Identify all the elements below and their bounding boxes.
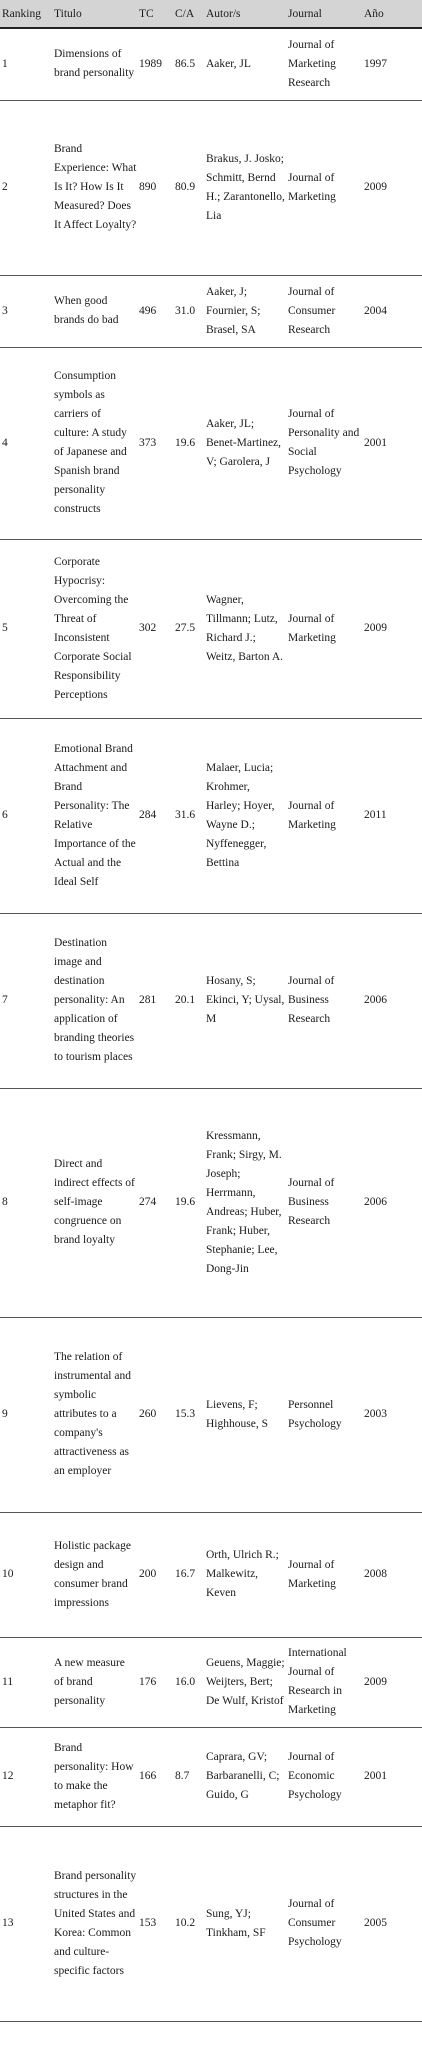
cell-title: Corporate Hypocrisy: Overcoming the Threat of Inconsistent Corporate Social Responsibility Perceptions — [52, 539, 137, 718]
header-ca: C/A — [173, 0, 204, 28]
cell-journal: Journal of Marketing — [286, 718, 362, 913]
cell-tc: 200 — [137, 1512, 173, 1637]
cell-ranking: 6 — [0, 718, 52, 913]
table-row — [0, 1727, 422, 1826]
table-row — [0, 28, 422, 100]
header-titulo: Titulo — [52, 0, 137, 28]
cell-ranking: 7 — [0, 913, 52, 1088]
cell-tc: 496 — [137, 275, 173, 347]
cell-tc: 281 — [137, 913, 173, 1088]
cell-authors: Sung, YJ; Tinkham, SF — [204, 1826, 286, 2021]
table-row — [0, 1826, 422, 2021]
cell-ca: 8.7 — [173, 1727, 204, 1826]
cell-title: Holistic package design and consumer brand impressions — [52, 1512, 137, 1637]
cell-ranking: 9 — [0, 1317, 52, 1512]
cell-ca: 10.2 — [173, 1826, 204, 2021]
cell-authors: Orth, Ulrich R.; Malkewitz, Keven — [204, 1512, 286, 1637]
cell-title: Dimensions of brand personality — [52, 28, 137, 100]
cell-ca: 16.0 — [173, 1637, 204, 1727]
cell-ca: 27.5 — [173, 539, 204, 718]
cell-ranking: 10 — [0, 1512, 52, 1637]
cell-journal: Journal of Marketing — [286, 1512, 362, 1637]
cell-year: 2008 — [362, 1512, 422, 1637]
cell-year: 2001 — [362, 347, 422, 539]
cell-authors: Aaker, J; Fournier, S; Brasel, SA — [204, 275, 286, 347]
cell-ranking: 5 — [0, 539, 52, 718]
cell-year: 2009 — [362, 539, 422, 718]
cell-tc: 890 — [137, 100, 173, 275]
cell-authors: Aaker, JL — [204, 28, 286, 100]
cell-authors: Kressmann, Frank; Sirgy, M. Joseph; Herrmann, Andreas; Huber, Frank; Huber, Stephanie; Lee, Dong-Jin — [204, 1088, 286, 1317]
cell-journal: Journal of Business Research — [286, 913, 362, 1088]
cell-authors: Geuens, Maggie; Weijters, Bert; De Wulf, Kristof — [204, 1637, 286, 1727]
cell-title: Consumption symbols as carriers of culture: A study of Japanese and Spanish brand personality constructs — [52, 347, 137, 539]
cell-tc: 176 — [137, 1637, 173, 1727]
header-journal: Journal — [286, 0, 362, 28]
table-row — [0, 1317, 422, 1512]
cell-journal: International Journal of Research in Marketing — [286, 1637, 362, 1727]
cell-journal: Journal of Consumer Psychology — [286, 1826, 362, 2021]
cell-tc: 284 — [137, 718, 173, 913]
cell-journal: Journal of Economic Psychology — [286, 1727, 362, 1826]
cell-authors: Hosany, S; Ekinci, Y; Uysal, M — [204, 913, 286, 1088]
table-body — [0, 28, 422, 2021]
cell-title: Emotional Brand Attachment and Brand Personality: The Relative Importance of the Actual and the Ideal Self — [52, 718, 137, 913]
header-ranking: Ranking — [0, 0, 52, 28]
cell-authors: Caprara, GV; Barbaranelli, C; Guido, G — [204, 1727, 286, 1826]
cell-tc: 302 — [137, 539, 173, 718]
cell-tc: 274 — [137, 1088, 173, 1317]
cell-year: 2009 — [362, 100, 422, 275]
cell-ca: 19.6 — [173, 1088, 204, 1317]
cell-authors: Aaker, JL; Benet-Martinez, V; Garolera, J — [204, 347, 286, 539]
cell-year: 2006 — [362, 913, 422, 1088]
cell-ca: 20.1 — [173, 913, 204, 1088]
cell-title: Brand personality structures in the United States and Korea: Common and culture-specific factors — [52, 1826, 137, 2021]
table-row — [0, 718, 422, 913]
cell-tc: 1989 — [137, 28, 173, 100]
cell-journal: Journal of Marketing — [286, 100, 362, 275]
cell-ca: 16.7 — [173, 1512, 204, 1637]
cell-ca: 31.6 — [173, 718, 204, 913]
table-row — [0, 100, 422, 275]
cell-journal: Journal of Personality and Social Psychology — [286, 347, 362, 539]
cell-title: A new measure of brand personality — [52, 1637, 137, 1727]
cell-ranking: 2 — [0, 100, 52, 275]
cell-ranking: 8 — [0, 1088, 52, 1317]
header-autores: Autor/s — [204, 0, 286, 28]
cell-year: 2005 — [362, 1826, 422, 2021]
cell-year: 2011 — [362, 718, 422, 913]
cell-journal: Journal of Consumer Research — [286, 275, 362, 347]
cell-journal: Journal of Marketing — [286, 539, 362, 718]
cell-title: Direct and indirect effects of self-image congruence on brand loyalty — [52, 1088, 137, 1317]
cell-ranking: 3 — [0, 275, 52, 347]
cell-year: 2003 — [362, 1317, 422, 1512]
cell-ca: 19.6 — [173, 347, 204, 539]
cell-year: 2006 — [362, 1088, 422, 1317]
header-row — [0, 0, 422, 28]
cell-year: 2004 — [362, 275, 422, 347]
cell-journal: Journal of Business Research — [286, 1088, 362, 1317]
cell-title: The relation of instrumental and symbolic attributes to a company's attractiveness as an employer — [52, 1317, 137, 1512]
header-anio: Año — [362, 0, 422, 28]
cell-authors: Brakus, J. Josko; Schmitt, Bernd H.; Zarantonello, Lia — [204, 100, 286, 275]
cell-ca: 31.0 — [173, 275, 204, 347]
cell-authors: Malaer, Lucia; Krohmer, Harley; Hoyer, Wayne D.; Nyffenegger, Bettina — [204, 718, 286, 913]
table-row — [0, 539, 422, 718]
table-row — [0, 347, 422, 539]
cell-title: Destination image and destination personality: An application of branding theories to tourism places — [52, 913, 137, 1088]
cell-title: When good brands do bad — [52, 275, 137, 347]
table-row — [0, 1512, 422, 1637]
cell-ranking: 12 — [0, 1727, 52, 1826]
cell-ranking: 4 — [0, 347, 52, 539]
cell-year: 1997 — [362, 28, 422, 100]
cell-ca: 80.9 — [173, 100, 204, 275]
cell-authors: Lievens, F; Highhouse, S — [204, 1317, 286, 1512]
cell-ca: 86.5 — [173, 28, 204, 100]
cell-tc: 166 — [137, 1727, 173, 1826]
cell-ranking: 1 — [0, 28, 52, 100]
table-row — [0, 275, 422, 347]
cell-ranking: 13 — [0, 1826, 52, 2021]
table-row — [0, 913, 422, 1088]
cell-ca: 15.3 — [173, 1317, 204, 1512]
cell-title: Brand Experience: What Is It? How Is It Measured? Does It Affect Loyalty? — [52, 100, 137, 275]
cell-tc: 153 — [137, 1826, 173, 2021]
cell-ranking: 11 — [0, 1637, 52, 1727]
table-row — [0, 1637, 422, 1727]
header-tc: TC — [137, 0, 173, 28]
table-header — [0, 0, 422, 28]
cell-tc: 373 — [137, 347, 173, 539]
cell-year: 2001 — [362, 1727, 422, 1826]
cell-title: Brand personality: How to make the metaphor fit? — [52, 1727, 137, 1826]
cell-tc: 260 — [137, 1317, 173, 1512]
cell-journal: Personnel Psychology — [286, 1317, 362, 1512]
cell-journal: Journal of Marketing Research — [286, 28, 362, 100]
table-row — [0, 1088, 422, 1317]
cell-authors: Wagner, Tillmann; Lutz, Richard J.; Weitz, Barton A. — [204, 539, 286, 718]
cell-year: 2009 — [362, 1637, 422, 1727]
